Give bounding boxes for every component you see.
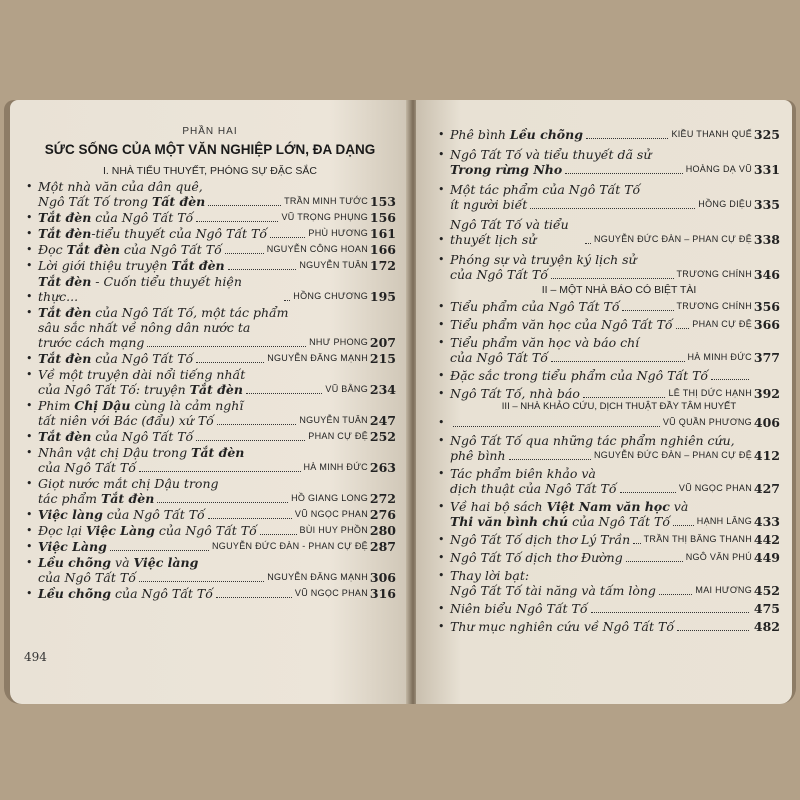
section-1-heading: I. NHÀ TIỂU THUYẾT, PHÓNG SỰ ĐẶC SẮC — [103, 165, 317, 177]
toc-entry-title: Ngô Tất Tố trong Tất đèn — [38, 194, 206, 209]
toc-entry — [26, 523, 396, 538]
toc-entry-title: Giọt nước mắt chị Dậu trong — [38, 476, 219, 491]
toc-entry-author: NGUYỄN ĐỨC ĐÀN - PHAN CỰ ĐỆ — [212, 541, 368, 551]
toc-entry-title: Ngô Tất Tố và tiểu thuyết lịch sử — [450, 217, 569, 247]
part-heading: SỨC SỐNG CỦA MỘT VĂN NGHIỆP LỚN, ĐA DẠNG — [44, 142, 376, 157]
toc-entry-title: Thay lời bạt: — [450, 568, 530, 583]
leader-dots — [284, 300, 290, 301]
toc-list-right-c — [416, 415, 792, 634]
toc-entry-page: 475 — [753, 601, 780, 616]
toc-list-left — [10, 179, 410, 601]
leader-dots — [196, 221, 278, 222]
toc-entry — [26, 555, 396, 585]
toc-entry — [438, 299, 780, 314]
toc-entry — [438, 317, 780, 332]
toc-entry-page: 280 — [369, 523, 396, 538]
toc-entry-title: Thi văn bình chú của Ngô Tất Tố — [450, 514, 670, 529]
toc-entry-title: Việc làng của Ngô Tất Tố — [38, 507, 205, 522]
toc-entry — [26, 210, 396, 225]
bullet-icon: • — [438, 233, 445, 246]
toc-entry-page: 166 — [369, 242, 396, 257]
bullet-icon: • — [26, 243, 33, 256]
toc-entry-title: Tắt đèn của Ngô Tất Tố — [38, 351, 194, 366]
toc-entry-author: HÀ MINH ĐỨC — [687, 352, 752, 362]
bullet-icon: • — [438, 318, 445, 331]
toc-entry — [26, 445, 396, 475]
toc-entry-title: Một nhà văn của dân quê, — [38, 179, 203, 194]
toc-entry-title: Niên biểu Ngô Tất Tố — [450, 601, 588, 616]
toc-entry — [438, 532, 780, 547]
toc-entry-page: 331 — [753, 162, 780, 177]
toc-entry-page: 427 — [753, 481, 780, 496]
toc-entry — [26, 367, 396, 397]
toc-entry-author: TRẦN MINH TƯỚC — [284, 196, 368, 206]
toc-entry-author: HÀ MINH ĐỨC — [303, 462, 368, 472]
toc-entry — [26, 507, 396, 522]
leader-dots — [676, 328, 690, 329]
toc-entry-title: tất niên với Bác (đẩu) xứ Tố — [38, 413, 214, 428]
toc-entry — [26, 242, 396, 257]
toc-entry-author: TRƯƠNG CHÍNH — [676, 301, 752, 311]
leader-dots — [626, 561, 683, 562]
bullet-icon: • — [438, 569, 445, 582]
toc-entry-title: Lều chõng của Ngô Tất Tố — [38, 586, 213, 601]
toc-entry-page: 338 — [753, 232, 780, 247]
bullet-icon: • — [438, 128, 445, 141]
leader-dots — [530, 208, 695, 209]
toc-entry-title: Nhân vật chị Dậu trong Tắt đèn — [38, 445, 245, 460]
toc-entry-page: 252 — [369, 429, 396, 444]
toc-entry-title: của Ngô Tất Tố: truyện Tắt đèn — [38, 382, 243, 397]
toc-entry-page: 392 — [753, 386, 780, 401]
toc-entry-title: Về một truyện dài nổi tiếng nhất — [38, 367, 246, 382]
toc-entry — [438, 182, 780, 212]
leader-dots — [673, 525, 694, 526]
toc-entry-title: Đọc lại Việc Làng của Ngô Tất Tố — [38, 523, 257, 538]
leader-dots — [216, 597, 292, 598]
toc-entry — [26, 351, 396, 366]
toc-entry-title: Ngô Tất Tố dịch thơ Lý Trần — [450, 532, 631, 547]
bullet-icon: • — [438, 620, 445, 633]
bullet-icon: • — [26, 306, 33, 319]
toc-entry — [438, 601, 780, 616]
toc-entry-page: 207 — [369, 335, 396, 350]
leader-dots — [659, 594, 692, 595]
toc-entry-title: Về hai bộ sách Việt Nam văn học và — [450, 499, 689, 514]
bullet-icon: • — [438, 300, 445, 313]
toc-entry — [438, 368, 780, 383]
toc-entry-page: 306 — [369, 570, 396, 585]
toc-entry-author: PHAN CỰ ĐỆ — [692, 319, 752, 329]
toc-entry — [438, 386, 780, 401]
toc-entry-page: 356 — [753, 299, 780, 314]
leader-dots — [139, 581, 264, 582]
toc-entry — [26, 274, 396, 304]
toc-entry-page: 263 — [369, 460, 396, 475]
toc-entry-title: của Ngô Tất Tố — [450, 350, 548, 365]
toc-entry-author: HỒNG CHƯƠNG — [293, 291, 368, 301]
toc-entry-title: phê bình — [450, 448, 506, 463]
toc-entry-page: 452 — [753, 583, 780, 598]
toc-entry-title: Tắt đèn-tiểu thuyết của Ngô Tất Tố — [38, 226, 268, 241]
toc-entry-author: NGUYỄN TUÂN — [299, 415, 368, 425]
toc-entry-title: Tiểu phẩm văn học và báo chí — [450, 335, 640, 350]
toc-entry-page: 482 — [753, 619, 780, 634]
toc-entry-author: HOÀNG DẠ VŨ — [685, 164, 752, 174]
toc-entry-page: 346 — [753, 267, 780, 282]
toc-entry-page: 366 — [753, 317, 780, 332]
toc-entry-page: 276 — [369, 507, 396, 522]
left-page-number: 494 — [24, 650, 47, 664]
toc-entry-page: 272 — [369, 491, 396, 506]
bullet-icon: • — [26, 430, 33, 443]
bullet-icon: • — [438, 387, 445, 400]
toc-entry-title: của Ngô Tất Tố — [38, 570, 136, 585]
part-label: PHẦN HAI — [182, 126, 238, 137]
toc-entry-author: VŨ NGỌC PHAN — [294, 509, 368, 519]
toc-entry — [438, 415, 780, 430]
leader-dots — [453, 426, 660, 427]
bullet-icon: • — [26, 290, 33, 303]
toc-list-right-a — [416, 127, 792, 282]
leader-dots — [157, 502, 288, 503]
toc-entry-author: NGUYỄN CÔNG HOAN — [266, 244, 368, 254]
toc-entry-page: 325 — [753, 127, 780, 142]
bullet-icon: • — [438, 336, 445, 349]
toc-entry-title: Tiểu phẩm văn học của Ngô Tất Tố — [450, 317, 673, 332]
leader-dots — [583, 397, 666, 398]
toc-entry-page: 442 — [753, 532, 780, 547]
toc-entry — [438, 433, 780, 463]
toc-entry — [438, 252, 780, 282]
toc-entry-title: Việc Làng — [38, 539, 107, 554]
bullet-icon: • — [438, 602, 445, 615]
leader-dots — [208, 518, 292, 519]
toc-entry — [438, 499, 780, 529]
toc-entry-page: 335 — [753, 197, 780, 212]
leader-dots — [225, 253, 264, 254]
toc-entry-title: Ngô Tất Tố, nhà báo — [450, 386, 580, 401]
leader-dots — [509, 459, 591, 460]
toc-entry-page: 287 — [369, 539, 396, 554]
toc-entry-author: NGÔ VĂN PHÚ — [685, 552, 752, 562]
leader-dots — [711, 379, 749, 380]
section-3-heading: III – NHÀ KHẢO CỨU, DỊCH THUẬT ĐẦY TÂM HUYẾT — [501, 401, 737, 412]
leader-dots — [228, 269, 297, 270]
bullet-icon: • — [26, 524, 33, 537]
toc-entry-title: Tiểu phẩm của Ngô Tất Tố — [450, 299, 620, 314]
toc-entry-author: HẠNH LÂNG — [696, 516, 752, 526]
toc-entry — [438, 335, 780, 365]
toc-entry — [26, 586, 396, 601]
toc-entry-title: Ngô Tất Tố và tiểu thuyết dã sử — [450, 147, 652, 162]
toc-entry-title: của Ngô Tất Tố — [38, 460, 136, 475]
toc-entry-title: Đọc Tắt đèn của Ngô Tất Tố — [38, 242, 222, 257]
section-2-heading: II – MỘT NHÀ BÁO CÓ BIỆT TÀI — [541, 284, 697, 296]
toc-entry-author: VŨ NGỌC PHAN — [678, 483, 752, 493]
toc-entry-page: 215 — [369, 351, 396, 366]
leader-dots — [208, 205, 281, 206]
bullet-icon: • — [26, 540, 33, 553]
left-page — [10, 100, 410, 704]
bullet-icon: • — [438, 253, 445, 266]
leader-dots — [633, 543, 640, 544]
toc-entry — [26, 429, 396, 444]
toc-entry-author: TRƯƠNG CHÍNH — [676, 269, 752, 279]
toc-entry-author: TRẦN THỊ BĂNG THANH — [643, 534, 752, 544]
leader-dots — [260, 534, 297, 535]
leader-dots — [551, 278, 674, 279]
leader-dots — [196, 440, 305, 441]
toc-entry — [26, 539, 396, 554]
toc-entry-author: PHAN CỰ ĐỆ — [308, 431, 368, 441]
toc-entry-title: Phóng sự và truyện ký lịch sử — [450, 252, 637, 267]
bullet-icon: • — [438, 533, 445, 546]
leader-dots — [551, 361, 685, 362]
bullet-icon: • — [438, 183, 445, 196]
toc-entry-title: ít người biết — [450, 197, 528, 212]
toc-entry — [26, 398, 396, 428]
toc-entry-title: tác phẩm Tắt đèn — [38, 491, 155, 506]
toc-entry-title: Trong rừng Nho — [450, 162, 563, 177]
toc-entry-author: VŨ QUẦN PHƯƠNG — [662, 417, 752, 427]
toc-entry-author: NGUYỄN ĐỨC ĐÀN – PHAN CỰ ĐỆ — [594, 450, 752, 460]
bullet-icon: • — [438, 467, 445, 480]
toc-entry-author: HỒNG DIỆU — [698, 199, 752, 209]
toc-entry-author: VŨ BẰNG — [325, 384, 368, 394]
leader-dots — [110, 550, 209, 551]
bullet-icon: • — [26, 508, 33, 521]
toc-entry-author: HỒ GIANG LONG — [291, 493, 368, 503]
toc-entry — [438, 568, 780, 598]
toc-entry — [438, 147, 780, 177]
toc-entry-title: Lều chõng và Việc làng — [38, 555, 199, 570]
toc-entry-author: KIỀU THANH QUẾ — [671, 129, 752, 139]
toc-entry — [438, 127, 780, 142]
book-spread — [4, 100, 796, 704]
toc-entry-page: 377 — [753, 350, 780, 365]
toc-entry — [26, 305, 396, 350]
leader-dots — [585, 243, 591, 244]
toc-entry-title: Một tác phẩm của Ngô Tất Tố — [450, 182, 641, 197]
toc-entry-page: 247 — [369, 413, 396, 428]
bullet-icon: • — [26, 180, 33, 193]
toc-entry-author: NGUYỄN ĐĂNG MẠNH — [267, 353, 368, 363]
toc-entry-author: NGUYỄN TUÂN — [299, 260, 368, 270]
toc-entry-author: BÙI HUY PHỒN — [299, 525, 368, 535]
leader-dots — [620, 492, 676, 493]
toc-entry — [26, 258, 396, 273]
bullet-icon: • — [26, 556, 33, 569]
bullet-icon: • — [438, 416, 445, 429]
toc-entry-title: Phim Chị Dậu cùng là cảm nghĩ — [38, 398, 244, 413]
toc-entry-title: Tác phẩm biên khảo và — [450, 466, 596, 481]
toc-entry — [26, 179, 396, 209]
toc-entry-page: 234 — [369, 382, 396, 397]
toc-entry-page: 172 — [369, 258, 396, 273]
toc-entry — [26, 226, 396, 241]
leader-dots — [586, 138, 669, 139]
toc-entry-title: Tắt đèn của Ngô Tất Tố, một tác phẩm — [38, 305, 289, 320]
bullet-icon: • — [26, 211, 33, 224]
toc-entry-page: 433 — [753, 514, 780, 529]
bullet-icon: • — [26, 446, 33, 459]
bullet-icon: • — [26, 477, 33, 490]
toc-entry-page: 412 — [753, 448, 780, 463]
toc-list-right-b — [416, 299, 792, 401]
leader-dots — [246, 393, 322, 394]
toc-entry-page: 153 — [369, 194, 396, 209]
toc-entry — [438, 619, 780, 634]
bullet-icon: • — [438, 369, 445, 382]
toc-entry-author: VŨ NGỌC PHAN — [294, 588, 368, 598]
toc-entry-title: Ngô Tất Tố dịch thơ Đường — [450, 550, 623, 565]
toc-entry-title: Tắt đèn - Cuốn tiểu thuyết hiện thực... — [38, 274, 242, 304]
toc-entry-page: 406 — [753, 415, 780, 430]
toc-entry-title: của Ngô Tất Tố — [450, 267, 548, 282]
bullet-icon: • — [26, 259, 33, 272]
toc-entry-title: Ngô Tất Tố qua những tác phẩm nghiên cứu, — [450, 433, 735, 448]
toc-entry-page: 449 — [753, 550, 780, 565]
bullet-icon: • — [26, 227, 33, 240]
toc-entry-title: Lời giới thiệu truyện Tắt đèn — [38, 258, 225, 273]
toc-entry-author: NGUYỄN ĐỨC ĐÀN – PHAN CỰ ĐỆ — [594, 234, 752, 244]
leader-dots — [196, 362, 264, 363]
toc-entry-author: NGUYỄN ĐĂNG MẠNH — [267, 572, 368, 582]
toc-entry-author: LÊ THỊ DỨC HẠNH — [668, 388, 752, 398]
leader-dots — [217, 424, 297, 425]
leader-dots — [565, 173, 682, 174]
toc-entry — [438, 550, 780, 565]
leader-dots — [139, 471, 301, 472]
toc-entry-title: trước cách mạng — [38, 335, 145, 350]
bullet-icon: • — [26, 587, 33, 600]
toc-entry-page: 195 — [369, 289, 396, 304]
leader-dots — [270, 237, 305, 238]
bullet-icon: • — [438, 434, 445, 447]
bullet-icon: • — [438, 551, 445, 564]
toc-entry — [438, 466, 780, 496]
toc-entry-author: NHƯ PHONG — [309, 337, 368, 347]
leader-dots — [677, 630, 749, 631]
bullet-icon: • — [438, 500, 445, 513]
toc-entry-page: 316 — [369, 586, 396, 601]
toc-entry-author: MAI HƯƠNG — [695, 585, 752, 595]
toc-entry-page: 161 — [369, 226, 396, 241]
toc-entry-page: 156 — [369, 210, 396, 225]
toc-entry — [438, 217, 780, 247]
toc-entry-author: PHÙ HƯƠNG — [308, 228, 368, 238]
leader-dots — [147, 346, 306, 347]
toc-entry-title: Tắt đèn của Ngô Tất Tố — [38, 210, 194, 225]
toc-entry-title: dịch thuật của Ngô Tất Tố — [450, 481, 617, 496]
leader-dots — [591, 612, 750, 613]
toc-entry-title: Phê bình Lều chõng — [450, 127, 583, 142]
toc-entry — [26, 476, 396, 506]
right-page — [416, 100, 792, 704]
bullet-icon: • — [26, 352, 33, 365]
toc-entry-title: Tắt đèn của Ngô Tất Tố — [38, 429, 194, 444]
toc-entry-title: Đặc sắc trong tiểu phẩm của Ngô Tất Tố — [450, 368, 709, 383]
bullet-icon: • — [26, 399, 33, 412]
toc-entry-title: Ngô Tất Tố tài năng và tấm lòng — [450, 583, 656, 598]
leader-dots — [622, 310, 673, 311]
toc-entry-author: VŨ TRỌNG PHỤNG — [281, 212, 368, 222]
bullet-icon: • — [26, 368, 33, 381]
bullet-icon: • — [438, 148, 445, 161]
toc-entry-title: Thư mục nghiên cứu về Ngô Tất Tố — [450, 619, 675, 634]
toc-entry-title: sâu sắc nhất về nông dân nước ta — [38, 320, 251, 335]
